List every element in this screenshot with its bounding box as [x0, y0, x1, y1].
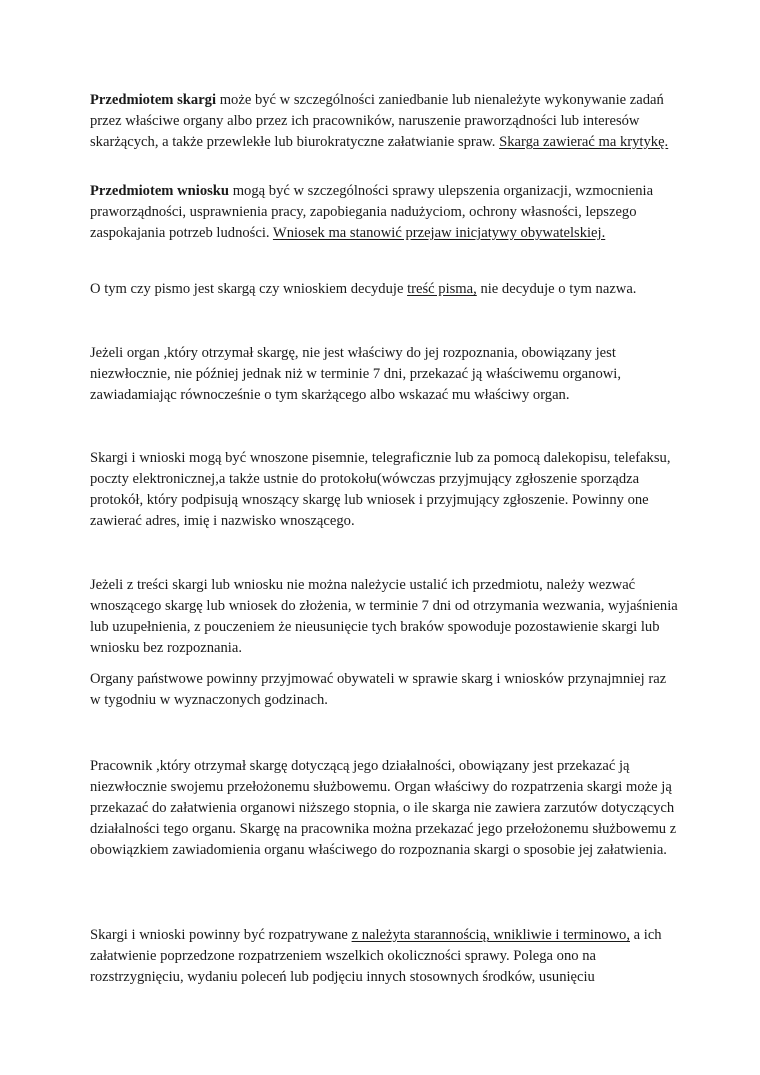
- paragraph-unclear-subject: [90, 575, 680, 659]
- paragraph-text: Jeżeli organ ,który otrzymał skargę, nie jest właściwy do jej rozpoznania, obowiązany jest niezwłocznie, nie później jednak niż w terminie 7 dni, przekazać ją właściwemu organowi, zawiadamiając równocześnie o tym skarżącego albo wskazać mu właściwy organ.: [90, 345, 621, 403]
- paragraph-wrong-authority: [90, 343, 680, 406]
- paragraph-submission-methods: [90, 448, 680, 532]
- bold-term: Przedmiotem skargi: [90, 92, 217, 108]
- paragraph-employee-complaint: [90, 756, 680, 861]
- paragraph-review-diligence: [90, 925, 680, 988]
- paragraph-text: może być w szczególności zaniedbanie lub nienależyte wykonywanie zadań przez właściwe organy albo przez ich pracowników, naruszenie praworządności lub interesów skarżących, a także przewlekłe lub biurokratyczne załatwianie spraw.: [90, 92, 664, 150]
- bold-term: Przedmiotem wniosku: [90, 183, 230, 199]
- paragraph-text: a ich załatwienie poprzedzone rozpatrzeniem wszelkich okoliczności sprawy. Polega ono na rozstrzygnięciu, wydaniu poleceń lub podjęciu innych stosownych środków, usunięciu: [90, 927, 662, 985]
- underlined-text: treść pisma,: [407, 281, 477, 297]
- paragraph-office-hours: [90, 669, 680, 711]
- paragraph-text: O tym czy pismo jest skargą czy wnioskiem decyduje: [90, 281, 408, 297]
- paragraph-text: mogą być w szczególności sprawy ulepszenia organizacji, wzmocnienia praworządności, usprawnienia pracy, zapobiegania nadużyciom, ochrony własności, lepszego zaspokajania potrzeb ludności.: [90, 183, 654, 241]
- paragraph-text: Skargi i wnioski powinny być rozpatrywane: [90, 927, 352, 943]
- underlined-text: Skarga zawierać ma krytykę.: [499, 134, 669, 150]
- paragraph-text: Pracownik ,który otrzymał skargę dotyczącą jego działalności, obowiązany jest przekazać ją niezwłocznie swojemu przełożonemu służbowemu. Organ właściwy do rozpatrzenia skargi może ją przekazać do załatwienia organowi niższego stopnia, o ile skarga nie zawiera zarzutów dotyczących działalności tego organu. Skargę na pracownika można przekazać jego przełożonemu służbowemu z obowiązkiem zawiadomienia organu właściwego do rozpoznania skargi o sposobie jej załatwienia.: [90, 758, 677, 858]
- paragraph-text: Organy państwowe powinny przyjmować obywateli w sprawie skarg i wniosków przynajmniej raz w tygodniu w wyznaczonych godzinach.: [90, 671, 667, 708]
- paragraph-motion-subject: [90, 181, 680, 244]
- paragraph-text: Skargi i wnioski mogą być wnoszone pisemnie, telegraficznie lub za pomocą dalekopisu, telefaksu, poczty elektronicznej,a także ustnie do protokołu(wówczas przyjmujący zgłoszenie sporządza protokół, który podpisują wnoszący skargę lub wniosek i przyjmujący zgłoszenie. Powinny one zawierać adres, imię i nazwisko wnoszącego.: [90, 450, 671, 529]
- paragraph-text: nie decyduje o tym nazwa.: [476, 281, 637, 297]
- paragraph-complaint-subject: [90, 90, 680, 153]
- paragraph-text: Jeżeli z treści skargi lub wniosku nie można należycie ustalić ich przedmiotu, należy wezwać wnoszącego skargę lub wniosek do złożenia, w terminie 7 dni od otrzymania wezwania, wyjaśnienia lub uzupełnienia, z pouczeniem że nieusunięcie tych braków spowoduje pozostawienie skargi lub wniosku bez rozpoznania.: [90, 577, 678, 656]
- underlined-text: Wniosek ma stanowić przejaw inicjatywy obywatelskiej.: [272, 225, 606, 241]
- underlined-text: z należyta starannością, wnikliwie i terminowo,: [351, 927, 630, 943]
- paragraph-content-decides: [90, 279, 680, 300]
